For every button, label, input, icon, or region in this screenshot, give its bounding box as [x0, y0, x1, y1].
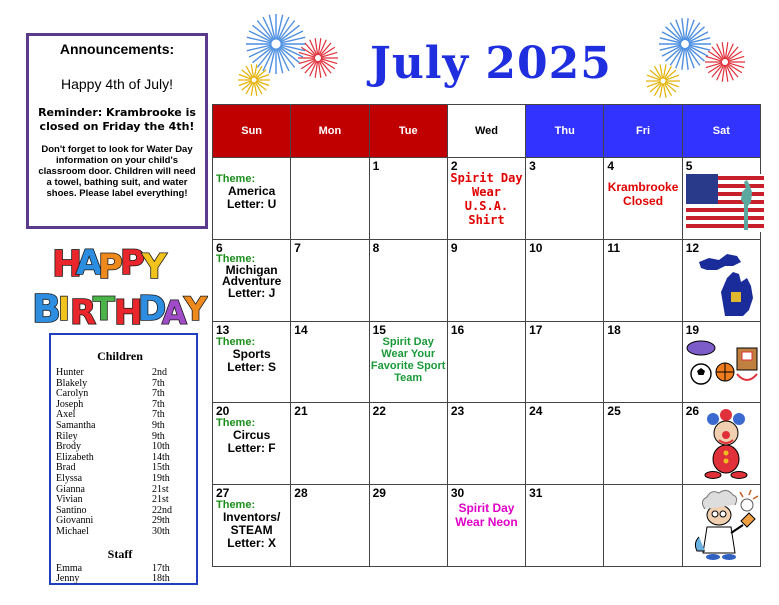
day-cell [682, 239, 760, 321]
birthday-name: Emma [56, 562, 83, 574]
happy-birthday-graphic [30, 236, 208, 331]
firework-red-icon [296, 36, 340, 80]
birthday-row [56, 368, 184, 379]
birthday-name: Riley [56, 430, 78, 442]
date-number: 26 [685, 404, 700, 419]
theme-label: Theme: [216, 252, 256, 265]
week-row [213, 485, 761, 567]
date-number: 4 [607, 159, 615, 173]
birthday-date: 9th [152, 419, 165, 431]
michigan-map-icon [697, 252, 761, 318]
flag-statue-of-liberty-icon [686, 174, 764, 232]
birthday-date: 7th [152, 388, 165, 400]
svg-text:Y: Y [184, 290, 208, 328]
theme-letter: Letter: U [226, 197, 277, 211]
day-header-sun: Sun [213, 105, 291, 158]
birthday-row [56, 574, 184, 585]
birthday-date: 2nd [152, 367, 167, 378]
date-number: 18 [607, 322, 621, 337]
svg-text:H: H [114, 293, 143, 331]
birthday-date: 7th [152, 398, 165, 410]
theme-cell [213, 158, 291, 240]
day-cell [604, 485, 682, 567]
svg-text:I: I [58, 290, 70, 328]
date-number: 20 [216, 404, 230, 419]
date-number: 2 [450, 159, 458, 173]
birthday-date: 21st [152, 494, 169, 506]
day-cell [447, 321, 525, 403]
theme-name: Sports [232, 346, 271, 361]
date-number: 27 [216, 486, 230, 501]
day-header-fri: Fri [604, 105, 682, 158]
birthday-date: 19th [152, 472, 170, 484]
day-cell [604, 158, 682, 240]
birthday-date: 30th [152, 525, 170, 537]
day-cell [526, 239, 604, 321]
date-number: 30 [450, 486, 465, 501]
birthday-date: 7th [152, 377, 165, 389]
birthday-row [56, 527, 184, 538]
day-header-sat: Sat [682, 105, 760, 158]
birthday-name: Samantha [56, 419, 96, 431]
date-number: 5 [685, 159, 693, 173]
theme-cell [213, 321, 291, 403]
day-cell [604, 321, 682, 403]
birthday-date: 17th [152, 562, 170, 574]
birthday-name: Santino [56, 504, 87, 516]
theme-label: Theme: [216, 173, 256, 185]
day-cell [291, 485, 369, 567]
svg-text:P: P [120, 243, 145, 283]
birthday-row [56, 421, 184, 432]
date-number: 10 [529, 240, 543, 255]
day-header-mon: Mon [291, 105, 369, 158]
week-row [213, 321, 761, 403]
event-spirit-day: Spirit Day Wear U.S.A. Shirt [450, 171, 523, 227]
birthday-list [49, 333, 198, 585]
announcements-box [26, 33, 208, 229]
children-heading: Children [97, 349, 143, 363]
day-cell [369, 158, 447, 240]
birthday-date: 9th [152, 430, 165, 442]
birthday-name: Hunter [56, 367, 84, 378]
firework-red-icon [703, 40, 747, 84]
birthday-name: Gianna [56, 483, 85, 495]
day-cell [526, 485, 604, 567]
theme-name: Circus [232, 428, 271, 443]
day-cell [682, 403, 760, 485]
birthday-date: 29th [152, 515, 170, 527]
date-number: 13 [216, 322, 230, 337]
birthday-date: 22nd [152, 504, 172, 516]
birthday-row [56, 474, 184, 485]
day-cell [682, 485, 760, 567]
birthday-name: Carolyn [56, 388, 89, 400]
day-cell [526, 403, 604, 485]
firework-gold-icon [644, 62, 682, 100]
theme-letter: Letter: X [227, 536, 276, 551]
birthday-name: Axel [56, 409, 76, 421]
day-cell [369, 321, 447, 403]
theme-label: Theme: [216, 499, 256, 512]
staff-heading: Staff [107, 546, 133, 561]
day-cell [369, 239, 447, 321]
day-cell [447, 239, 525, 321]
svg-text:R: R [70, 293, 97, 331]
theme-cell [213, 485, 291, 567]
calendar-title: July 2025 [370, 38, 612, 89]
svg-text:Y: Y [142, 247, 167, 287]
birthday-date: 7th [152, 409, 165, 421]
theme-cell [213, 239, 291, 321]
date-number: 7 [294, 240, 301, 255]
svg-text:A: A [162, 294, 187, 331]
day-cell [682, 158, 760, 240]
event-closed: Krambrooke Closed [607, 180, 679, 208]
date-number: 22 [372, 404, 386, 419]
weekday-header-row [213, 105, 761, 158]
theme-name: America [227, 184, 276, 198]
day-cell [369, 403, 447, 485]
svg-text:A: A [76, 243, 103, 283]
day-cell [682, 321, 760, 403]
birthday-name: Michael [56, 525, 89, 537]
theme-label: Theme: [216, 335, 256, 348]
birthday-name: Elizabeth [56, 451, 94, 463]
date-number: 11 [607, 240, 621, 255]
birthday-name: Jenny [56, 573, 80, 585]
birthday-name: Joseph [56, 398, 84, 410]
theme-cell [213, 403, 291, 485]
date-number: 6 [216, 240, 223, 255]
date-number: 9 [450, 240, 458, 255]
date-number: 31 [529, 486, 543, 501]
announcement-happy-4th: Happy 4th of July! [60, 76, 174, 92]
birthday-date: 18th [152, 573, 170, 585]
clown-icon [701, 409, 751, 479]
day-cell [291, 403, 369, 485]
sports-equipment-icon [685, 338, 763, 390]
week-row [213, 158, 761, 240]
date-number: 16 [450, 322, 465, 337]
svg-text:P: P [98, 247, 123, 287]
announcement-reminder: Reminder: Krambrooke is closed on Friday the 4th! [38, 106, 196, 133]
day-cell [604, 403, 682, 485]
svg-text:B: B [32, 287, 61, 331]
event-spirit-day: Spirit Day Wear Your Favorite Sport Team [370, 335, 446, 384]
birthday-name: Brad [56, 462, 76, 474]
svg-text:T: T [93, 290, 115, 328]
birthday-name: Brody [56, 441, 81, 453]
theme-letter: Letter: F [227, 441, 276, 456]
day-cell [604, 239, 682, 321]
day-cell [526, 321, 604, 403]
day-cell [369, 485, 447, 567]
date-number: 24 [529, 404, 543, 419]
firework-gold-icon [236, 62, 272, 98]
day-cell [447, 403, 525, 485]
birthday-date: 10th [152, 441, 170, 453]
week-row [213, 403, 761, 485]
date-number: 8 [372, 240, 380, 255]
birthday-date: 21st [152, 483, 169, 495]
calendar-grid [212, 104, 761, 567]
theme-name: Michigan Adventure [221, 262, 282, 288]
date-number: 25 [607, 404, 621, 419]
birthday-name: Elyssa [56, 472, 83, 484]
date-number: 23 [450, 404, 465, 419]
day-header-wed: Wed [447, 105, 525, 158]
date-number: 14 [294, 322, 308, 337]
date-number: 19 [685, 322, 700, 337]
date-number: 3 [529, 159, 536, 173]
theme-letter: Letter: J [227, 285, 276, 300]
birthday-date: 14th [152, 451, 170, 463]
date-number: 15 [372, 322, 386, 337]
day-cell [447, 158, 525, 240]
day-cell [291, 158, 369, 240]
date-number: 1 [372, 159, 380, 173]
inventor-scientist-icon [689, 489, 761, 561]
week-row [213, 239, 761, 321]
theme-name: Inventors/ STEAM [222, 510, 281, 538]
date-number: 12 [685, 240, 700, 255]
day-cell [291, 239, 369, 321]
announcement-water-day: Don't forget to look for Water Day information on your child's classroom door. Children will need a towel, bathing suit, and water shoes. Please label everything! [38, 144, 196, 199]
birthday-name: Vivian [56, 494, 83, 506]
birthday-name: Blakely [56, 377, 88, 389]
day-cell [291, 321, 369, 403]
event-spirit-day: Spirit Day Wear Neon [455, 501, 518, 530]
birthday-name: Giovanni [56, 515, 94, 527]
announcements-title: Announcements: [59, 41, 175, 57]
date-number: 21 [294, 404, 308, 419]
day-header-tue: Tue [369, 105, 447, 158]
day-cell [447, 485, 525, 567]
day-header-thu: Thu [526, 105, 604, 158]
svg-text:H: H [52, 244, 83, 285]
birthday-row [56, 400, 184, 411]
date-number: 28 [294, 486, 308, 501]
birthday-date: 15th [152, 462, 170, 474]
svg-text:D: D [138, 289, 167, 329]
day-cell [526, 158, 604, 240]
theme-label: Theme: [216, 417, 256, 430]
theme-letter: Letter: S [227, 359, 276, 374]
date-number: 29 [372, 486, 386, 501]
date-number: 17 [529, 322, 543, 337]
